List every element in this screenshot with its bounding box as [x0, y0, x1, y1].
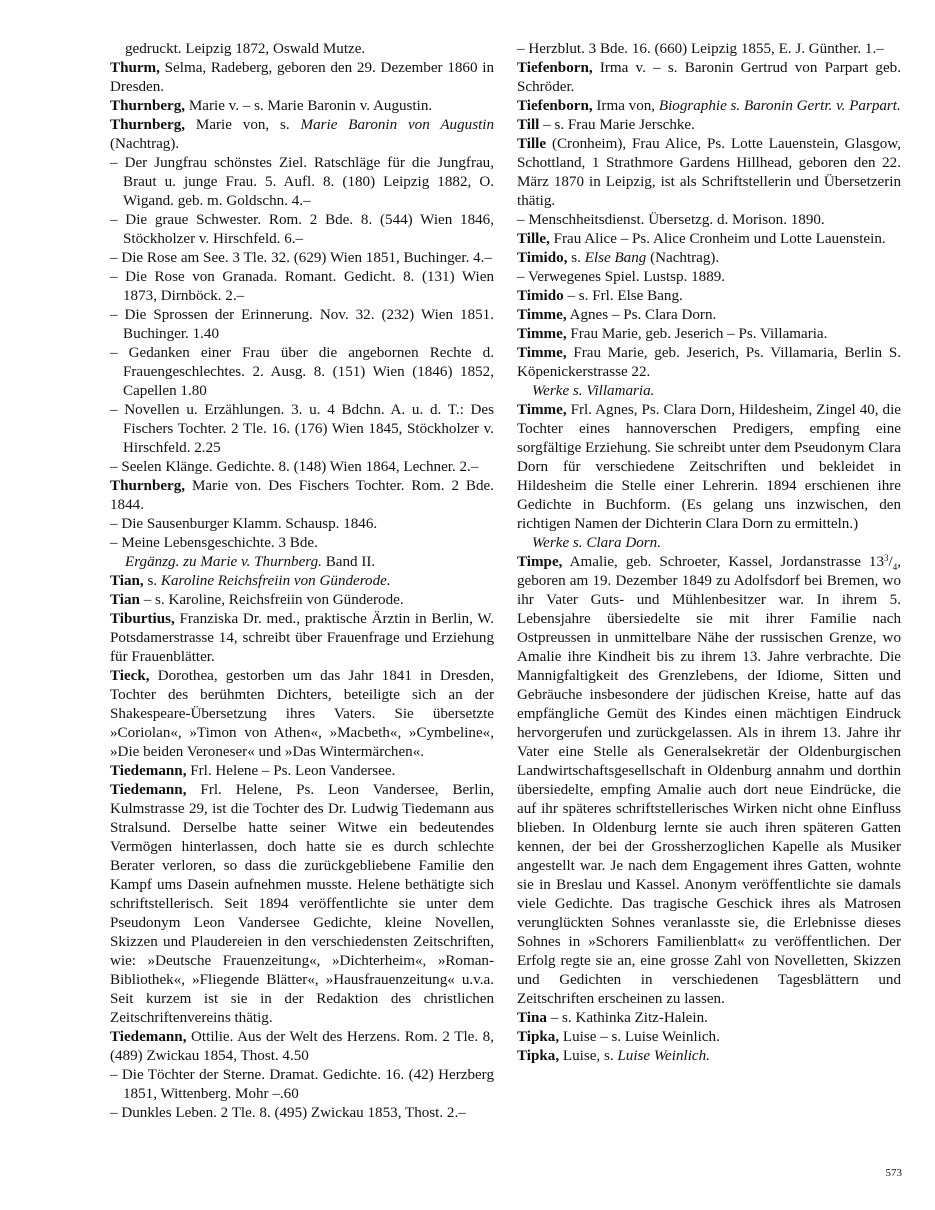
entry-text: Marie von, s.	[185, 117, 301, 133]
entry-name: Tian,	[110, 573, 144, 589]
entry	[110, 477, 494, 515]
entry-text: Irma v. – s. Baronin Gertrud von Parpart geb. Schröder.	[517, 60, 901, 95]
entry-name: Timpe,	[517, 554, 563, 570]
entry-text: Amalie, geb. Schroeter, Kassel, Jordanstrasse 13	[562, 554, 885, 570]
entry	[517, 1028, 901, 1047]
entry	[517, 116, 901, 135]
entry-line	[110, 40, 494, 59]
entry	[517, 135, 901, 211]
entry-name: Thurnberg,	[110, 98, 186, 114]
entry-text: Frau Alice – Ps. Alice Cronheim und Lotte Lauenstein.	[549, 231, 886, 247]
entry-text: – s. Frau Marie Jerschke.	[539, 117, 695, 133]
entry-line	[517, 382, 901, 401]
entry	[110, 781, 494, 1028]
entry-text: (Nachtrag).	[110, 136, 180, 152]
entry-name: Timme,	[517, 402, 567, 418]
work-item	[110, 534, 494, 553]
entry-text: Marie v. – s. Marie Baronin v. Augustin.	[185, 98, 433, 114]
entry	[110, 116, 494, 154]
entry	[110, 667, 494, 762]
entry-text: Frl. Helene – Ps. Leon Vandersee.	[186, 763, 396, 779]
work-item	[110, 1104, 494, 1123]
work-item	[110, 344, 494, 401]
entry	[517, 306, 901, 325]
entry-text: – Die graue Schwester. Rom. 2 Bde. 8. (544) Wien 1846, Stöckholzer v. Hirschfeld. 6.–	[110, 212, 494, 247]
entry-name: Tille	[517, 136, 547, 152]
entry-name: Timme,	[517, 307, 567, 323]
entry	[110, 97, 494, 116]
work-item	[110, 211, 494, 249]
entry-name: Tiefenborn,	[517, 60, 593, 76]
work-item	[110, 401, 494, 458]
entry-text: – Meine Lebensgeschichte. 3 Bde.	[110, 535, 318, 551]
entry	[110, 1028, 494, 1066]
entry-text: – Die Sausenburger Klamm. Schausp. 1846.	[110, 516, 378, 532]
entry-name: Tieck,	[110, 668, 150, 684]
entry-text: (Cronheim), Frau Alice, Ps. Lotte Lauenstein, Glasgow, Schottland, 1 Strathmore Gardens Hillhead, geboren den 22. März 1870 in Leipzig, ist als Schriftstellerin und Übersetzerin thätig.	[517, 136, 901, 209]
left-column	[110, 40, 494, 1123]
fraction-numerator: 3	[884, 553, 889, 563]
work-item	[110, 458, 494, 477]
entry-reference: Ergänzg. zu Marie v. Thurnberg.	[125, 554, 322, 570]
work-item	[517, 40, 901, 59]
entry-reference: Werke s. Clara Dorn.	[532, 535, 661, 551]
work-item	[110, 268, 494, 306]
entry-text: Band II.	[321, 554, 376, 570]
entry-text: s.	[143, 573, 161, 589]
entry	[110, 610, 494, 667]
entry-text: – Die Rose von Granada. Romant. Gedicht. 8. (131) Wien 1873, Dirnböck. 2.–	[110, 269, 494, 304]
entry	[517, 59, 901, 97]
entry-text: Marie von. Des Fischers Tochter. Rom. 2 Bde. 1844.	[110, 478, 494, 513]
page-number: 573	[885, 1167, 902, 1179]
entry-line	[517, 534, 901, 553]
entry-name: Timido,	[517, 250, 568, 266]
entry-text: – Der Jungfrau schönstes Ziel. Ratschläge für die Jungfrau, Braut u. junge Frau. 5. Aufl. 8. (180) Leipzig 1882, O. Wigand. geb. m. Goldschn. 4.–	[110, 155, 494, 209]
entry	[110, 762, 494, 781]
entry-name: Tipka,	[517, 1048, 560, 1064]
entry-name: Tian	[110, 592, 140, 608]
entry-name: Timme,	[517, 345, 567, 361]
work-item	[110, 515, 494, 534]
entry	[517, 553, 901, 1009]
entry-text: Irma von,	[592, 98, 659, 114]
entry	[517, 230, 901, 249]
work-item	[517, 211, 901, 230]
entry-text: Franziska Dr. med., praktische Ärztin in Berlin, W. Potsdamerstrasse 14, schreibt über Frauenfrage und Erziehung für Frauenblätter.	[110, 611, 494, 665]
right-column	[517, 40, 901, 1066]
entry	[517, 287, 901, 306]
entry-text: Frau Marie, geb. Jeserich – Ps. Villamaria.	[566, 326, 828, 342]
entry-text: Selma, Radeberg, geboren den 29. Dezember 1860 in Dresden.	[110, 60, 494, 95]
entry-name: Thurnberg,	[110, 117, 186, 133]
entry-reference: Else Bang	[584, 250, 647, 266]
entry-text: Frau Marie, geb. Jeserich, Ps. Villamaria, Berlin S. Köpenickerstrasse 22.	[517, 345, 901, 380]
entry	[517, 344, 901, 382]
entry-text: Dorothea, gestorben um das Jahr 1841 in Dresden, Tochter des berühmten Dichters, beteiligte sich an der Shakespeare-Übersetzung ihres Vaters. Sie übersetzte »Coriolan«, »Timon von Athen«, »Macbeth«, »Cymbeline«, »Die beiden Veroneser« und »Das Wintermärchen«.	[110, 668, 494, 760]
entry-text: Luise, s.	[559, 1048, 618, 1064]
entry-line	[110, 553, 494, 572]
entry-name: Tiedemann,	[110, 782, 187, 798]
entry-text: – Die Rose am See. 3 Tle. 32. (629) Wien 1851, Buchinger. 4.–	[110, 250, 492, 266]
entry-name: Tipka,	[517, 1029, 560, 1045]
entry-name: Timido	[517, 288, 564, 304]
entry-text: – Herzblut. 3 Bde. 16. (660) Leipzig 1855, E. J. Günther. 1.–	[517, 41, 884, 57]
entry	[517, 1009, 901, 1028]
work-item	[110, 306, 494, 344]
entry-name: Tille,	[517, 231, 550, 247]
entry-text: (Nachtrag).	[646, 250, 720, 266]
entry-text: Ottilie. Aus der Welt des Herzens. Rom. 2 Tle. 8, (489) Zwickau 1854, Thost. 4.50	[110, 1029, 494, 1064]
entry-text: – Dunkles Leben. 2 Tle. 8. (495) Zwickau 1853, Thost. 2.–	[110, 1105, 466, 1121]
entry	[517, 1047, 901, 1066]
entry	[110, 591, 494, 610]
entry-text: – Die Sprossen der Erinnerung. Nov. 32. (232) Wien 1851. Buchinger. 1.40	[110, 307, 494, 342]
entry	[517, 97, 901, 116]
entry-name: Tiburtius,	[110, 611, 175, 627]
entry-text: – Menschheitsdienst. Übersetzg. d. Morison. 1890.	[517, 212, 825, 228]
entry-text: – Novellen u. Erzählungen. 3. u. 4 Bdchn. A. u. d. T.: Des Fischers Tochter. 2 Tle. 16. (176) Wien 1845, Stöckholzer v. Hirschfeld. 2.25	[110, 402, 494, 456]
entry-reference: Luise Weinlich.	[617, 1048, 710, 1064]
entry-text: – Verwegenes Spiel. Lustsp. 1889.	[517, 269, 726, 285]
entry-name: Tiedemann,	[110, 1029, 187, 1045]
work-item	[110, 1066, 494, 1104]
work-item	[110, 154, 494, 211]
entry-text: , geboren am 19. Dezember 1849 zu Adolfsdorf bei Bremen, wo ihr Vater Guts- und Mühlenbesitzer war. In ihrem 5. Lebensjahre übersiedelte sie mit ihrer Familie nach Ostpreussen in unmittelbare Nähe der russischen Grenze, wo Amalie ihre Kindheit bis zu ihrem 13. Jahre verbrachte. Die Mannigfaltigkeit des Grenzlebens, der Idiome, Sitten und Gebräuche insbesondere der jüdischen Kreise, hatte auf das empfängliche Gemüt des Kindes einen mächtigen Eindruck hervorgerufen und zurückgelassen. Als in ihrem 13. Jahre ihr Vater eine Stelle als Generalsekretär der Oldenburgischen Landwirtschaftsgesellschaft in Oldenburg annahm und dorthin übersiedelte, empfing Amalie auch dort neue Eindrücke, die auf ihr späteres schriftstellerisches Wirken nicht ohne Einfluss blieben. In Oldenburg lernte sie auch ihren späteren Gatten kennen, der bei der Grossherzoglichen Kapelle als Musiker angestellt war. Je nach dem Engagement ihres Gatten, wohnte sie in Breslau und Kassel. Anonym veröffentlichte sie damals viele Gedichte. Das tragische Geschick ihres als Matrosen verunglückten Sohnes veranlasste sie, die Erlebnisse dieses Sohnes in »Schorers Familienblatt« zu veröffentlichen. Der Erfolg regte sie an, eine grosse Zahl von Novelletten, Skizzen und Gedichten in verschiedenen Tagesblättern und Zeitschriften erscheinen zu lassen.	[517, 554, 901, 1007]
fraction-slash: /	[888, 554, 893, 570]
entry-text: Frl. Agnes, Ps. Clara Dorn, Hildesheim, Zingel 40, die Tochter eines hannoverschen Predigers, empfing eine sorgfältige Erziehung. Sie schreibt unter dem Pseudonym Clara Dorn für verschiedene Zeitschriften und bekleidet in Hildesheim die Stelle einer Lehrerin. 1894 erschienen ihre Gedichte in Buchform. (Es gelang uns inzwischen, den richtigen Namen der Dichterin Clara Dorn zu ermitteln.)	[517, 402, 901, 532]
entry-text: – Gedanken einer Frau über die angebornen Rechte d. Frauengeschlechtes. 2. Ausg. 8. (151) Wien (1846) 1852, Capellen 1.80	[110, 345, 494, 399]
entry-text: s.	[567, 250, 585, 266]
entry-reference: Werke s. Villamaria.	[532, 383, 655, 399]
entry-text: – Seelen Klänge. Gedichte. 8. (148) Wien 1864, Lechner. 2.–	[110, 459, 479, 475]
entry	[110, 59, 494, 97]
entry-reference: Biographie s. Baronin Gertr. v. Parpart.	[658, 98, 901, 114]
entry-text: – s. Karoline, Reichsfreiin von Günderode.	[139, 592, 404, 608]
entry-name: Thurm,	[110, 60, 160, 76]
entry-text: – s. Frl. Else Bang.	[563, 288, 683, 304]
entry-name: Till	[517, 117, 540, 133]
entry-name: Thurnberg,	[110, 478, 186, 494]
entry-name: Tina	[517, 1010, 547, 1026]
entry-reference: Karoline Reichsfreiin von Günderode.	[160, 573, 391, 589]
entry	[517, 325, 901, 344]
work-item	[517, 268, 901, 287]
entry	[517, 401, 901, 534]
entry-reference: Marie Baronin von Augustin	[300, 117, 494, 133]
entry-text: – s. Kathinka Zitz-Halein.	[546, 1010, 708, 1026]
entry-text: Agnes – Ps. Clara Dorn.	[566, 307, 717, 323]
entry-text: Luise – s. Luise Weinlich.	[559, 1029, 720, 1045]
entry-name: Tiefenborn,	[517, 98, 593, 114]
entry-text: gedruckt. Leipzig 1872, Oswald Mutze.	[125, 41, 366, 57]
fraction-denominator: 4	[892, 562, 898, 573]
entry	[517, 249, 901, 268]
entry-text: Frl. Helene, Ps. Leon Vandersee, Berlin, Kulmstrasse 29, ist die Tochter des Dr. Ludwig Tiedemann aus Stralsund. Derselbe hatte seiner Witwe ein bedeutendes Vermögen hinterlassen, doch hatte sie es durch schlechte Berater verloren, so dass die zurückgebliebene Familie den Kampf ums Dasein aufnehmen musste. Helene bethätigte sich schriftstellerisch. Seit 1894 veröffentlichte sie unter dem Pseudonym Leon Vandersee Gedichte, kleine Novellen, Skizzen und Plaudereien in den verschiedensten Zeitschriften, wie: »Deutsche Frauenzeitung«, »Dichterheim«, »Roman-Bibliothek«, »Fliegende Blätter«, »Hausfrauenzeitung« u.v.a. Seit kurzem ist sie in der Redaktion des christlichen Zeitschriftenvereins thätig.	[110, 782, 494, 1026]
work-item	[110, 249, 494, 268]
entry	[110, 572, 494, 591]
entry-text: – Die Töchter der Sterne. Dramat. Gedichte. 16. (42) Herzberg 1851, Wittenberg. Mohr –.60	[110, 1067, 494, 1102]
entry-name: Tiedemann,	[110, 763, 187, 779]
entry-name: Timme,	[517, 326, 567, 342]
